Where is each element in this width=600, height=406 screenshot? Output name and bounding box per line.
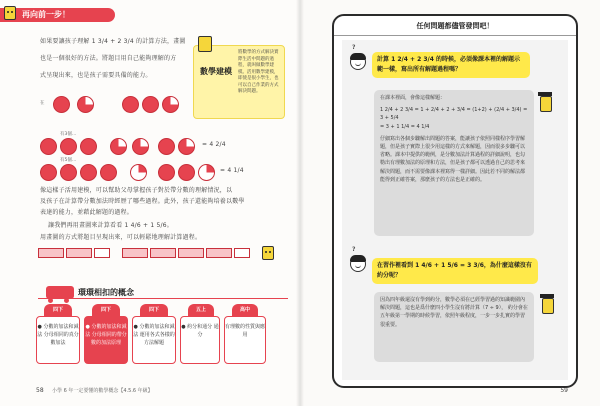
bar-cell	[122, 248, 148, 258]
circle-full	[80, 164, 97, 181]
page-number-right: 59	[560, 387, 568, 394]
note-mascot-icon	[198, 36, 212, 52]
intro-line-3: 式呈現出來，也是孩子需要具備的能力。	[40, 72, 152, 79]
mascot-icon	[4, 6, 16, 20]
child-avatar	[350, 256, 366, 272]
circle-full	[158, 164, 175, 181]
expr-2: = 4 1/4	[220, 167, 244, 174]
grade-tab: 四下	[44, 304, 72, 316]
bar-cell	[206, 248, 232, 258]
bar-cell	[150, 248, 176, 258]
circle-three-quarters	[178, 138, 195, 155]
question-bubble-1: 計算 1 2/4 + 2 3/4 的時候，必須像課本裡的解題示範一樣，寫出所有解題過程嗎？	[372, 52, 530, 78]
bar-cell	[38, 248, 64, 258]
circle-full	[40, 164, 57, 181]
body-line-1: 像這樣子活用建模，可以幫助父母掌握孩子對於帶分數的理解情況，以	[40, 187, 233, 194]
body-line-3: 表達的能力，並藉此解題的過程。	[40, 209, 134, 216]
circle-one-quarter	[130, 164, 147, 181]
body-line-5: 用畫圖的方式將題目呈現出來，可以輕鬆地理解計算過程。	[40, 234, 202, 241]
row-label-2: 有5個…	[60, 158, 77, 163]
grade-concept: ● 分數的加法和減法 分母相同的真分數加法	[36, 316, 80, 364]
body-line-4: 讓我們再用畫圖來計算看看 1 4/6 + 1 5/6。	[48, 222, 173, 229]
bar-cell	[66, 248, 92, 258]
teacher-mascot-icon	[540, 96, 552, 112]
grade-tab: 高中	[232, 304, 258, 316]
grade-concept: 有理數的性質與應用	[224, 316, 266, 364]
grade-tab: 四下	[92, 304, 120, 316]
circle-full	[60, 138, 77, 155]
circle-row-prefix: 在	[40, 101, 45, 106]
circle-full	[53, 96, 70, 113]
math-modeling-note	[193, 45, 285, 119]
grade-tab: 五上	[188, 304, 214, 316]
banner-title: 再向前一步！	[22, 10, 70, 19]
circle-three-quarters	[162, 96, 179, 113]
footer-text: 小學 6 年一定要懂的數學概念【4.5.6 年級】	[52, 388, 153, 394]
page-number-left: 58	[36, 387, 44, 394]
grade-concept: ● 約分和通分 通分	[180, 316, 220, 364]
grade-concept: ● 分數的加法和減法 運用各式各樣的方法解題	[132, 316, 176, 364]
circle-three-quarters	[132, 138, 149, 155]
answer-1-equation: 1 2/4 + 2 3/4 = 1 + 2/4 + 2 + 3/4 = (1+2) + (2/4 + 3/4) = 3 + 5/4	[380, 107, 528, 122]
tablet-screen	[342, 40, 568, 380]
grade-tab: 四下	[140, 304, 168, 316]
note-body: 將數學的方式解決實際生活中問題的過程，就叫做數學建模。活用數學建模，即使是很小學生，也可以自己作業的方式解決問題。	[238, 50, 279, 94]
expr-1: = 4 2/4	[202, 141, 226, 148]
question-mark-icon: ?	[352, 44, 356, 51]
tablet-title: 任何問題都儘管發問吧！	[334, 16, 576, 36]
answer-1-body: 仔細寫出各個步驟解出問題的答案，能讓孩子依照同樣程序學習解題，但是孩子實際上很少用這樣的方式來解題，因而很多步驟可以省略。課本中提供的範例，是分數加法計算過程的詳細說明，也勾勒出有理數加法的原理和方法，但是孩子都可以透過自己的思考來解決問題，而不需要像課本裡寫得一樣詳細。因此若不同的解法都能得到正確答案，那麼孩子的方法也是正確的。	[380, 135, 526, 183]
circle-full	[142, 96, 159, 113]
train-wheel-icon	[64, 298, 69, 303]
mascot-icon	[262, 246, 274, 260]
note-title: 數學建模	[200, 67, 232, 76]
row-label-1: 有3個…	[60, 132, 77, 137]
circle-full	[40, 138, 57, 155]
grade-concept-highlight: ● 分數的加法和減法 分母相同的帶分數的加法原理	[84, 316, 128, 364]
tablet-frame	[332, 14, 578, 388]
answer-2-body: 因為四年級還沒有學到約分，數學必須在已經學習過的知識範圍內解決問題，這也是爲什麼四小學生沒有將計算（7 ÷ 9）， 約分會在五年級第一學期的時候學習，依照年級程度，一步一步扎實的學習很重要。	[380, 297, 528, 328]
bar-cell	[178, 248, 204, 258]
teacher-mascot-icon	[542, 298, 554, 314]
circle-full	[158, 138, 175, 155]
book-gutter	[296, 0, 304, 406]
right-page	[300, 0, 600, 406]
bar-cell	[234, 248, 250, 258]
circle-three-quarters	[77, 96, 94, 113]
circle-one-quarter	[198, 164, 215, 181]
concept-title: 環環相扣的概念	[78, 288, 134, 297]
circle-full	[100, 164, 117, 181]
answer-1-title: 在課本裡面，會像這樣解題：	[380, 95, 446, 101]
section-banner	[0, 8, 115, 22]
question-bubble-2: 在習作裡看到 1 4/6 + 1 5/6 = 3 3/6，為什麼這樣沒有約分呢？	[372, 258, 538, 284]
body-line-2: 及孩子在計算帶分數加法時經歷了哪些過程。此外，孩子還能夠培養以數學	[40, 198, 245, 205]
concept-underline	[38, 287, 288, 299]
circle-full	[60, 164, 77, 181]
train-wheel-icon	[48, 298, 53, 303]
circle-full	[80, 138, 97, 155]
answer-bubble-2	[374, 292, 534, 362]
circle-full	[122, 96, 139, 113]
bar-cell	[94, 248, 110, 258]
circle-full	[178, 164, 195, 181]
circle-three-quarters	[110, 138, 127, 155]
answer-1-equation-2: = 3 + 1 1/4 = 4 1/4	[380, 123, 430, 130]
intro-line-1: 如果要讓孩子理解 1 3/4 + 2 3/4 的計算方法，畫圖	[40, 38, 186, 45]
child-avatar	[350, 54, 366, 70]
question-mark-icon: ?	[352, 246, 356, 253]
answer-bubble-1	[374, 90, 534, 236]
intro-line-2: 也是一個很好的方法。將題目用自己能夠理解的方	[40, 55, 177, 62]
